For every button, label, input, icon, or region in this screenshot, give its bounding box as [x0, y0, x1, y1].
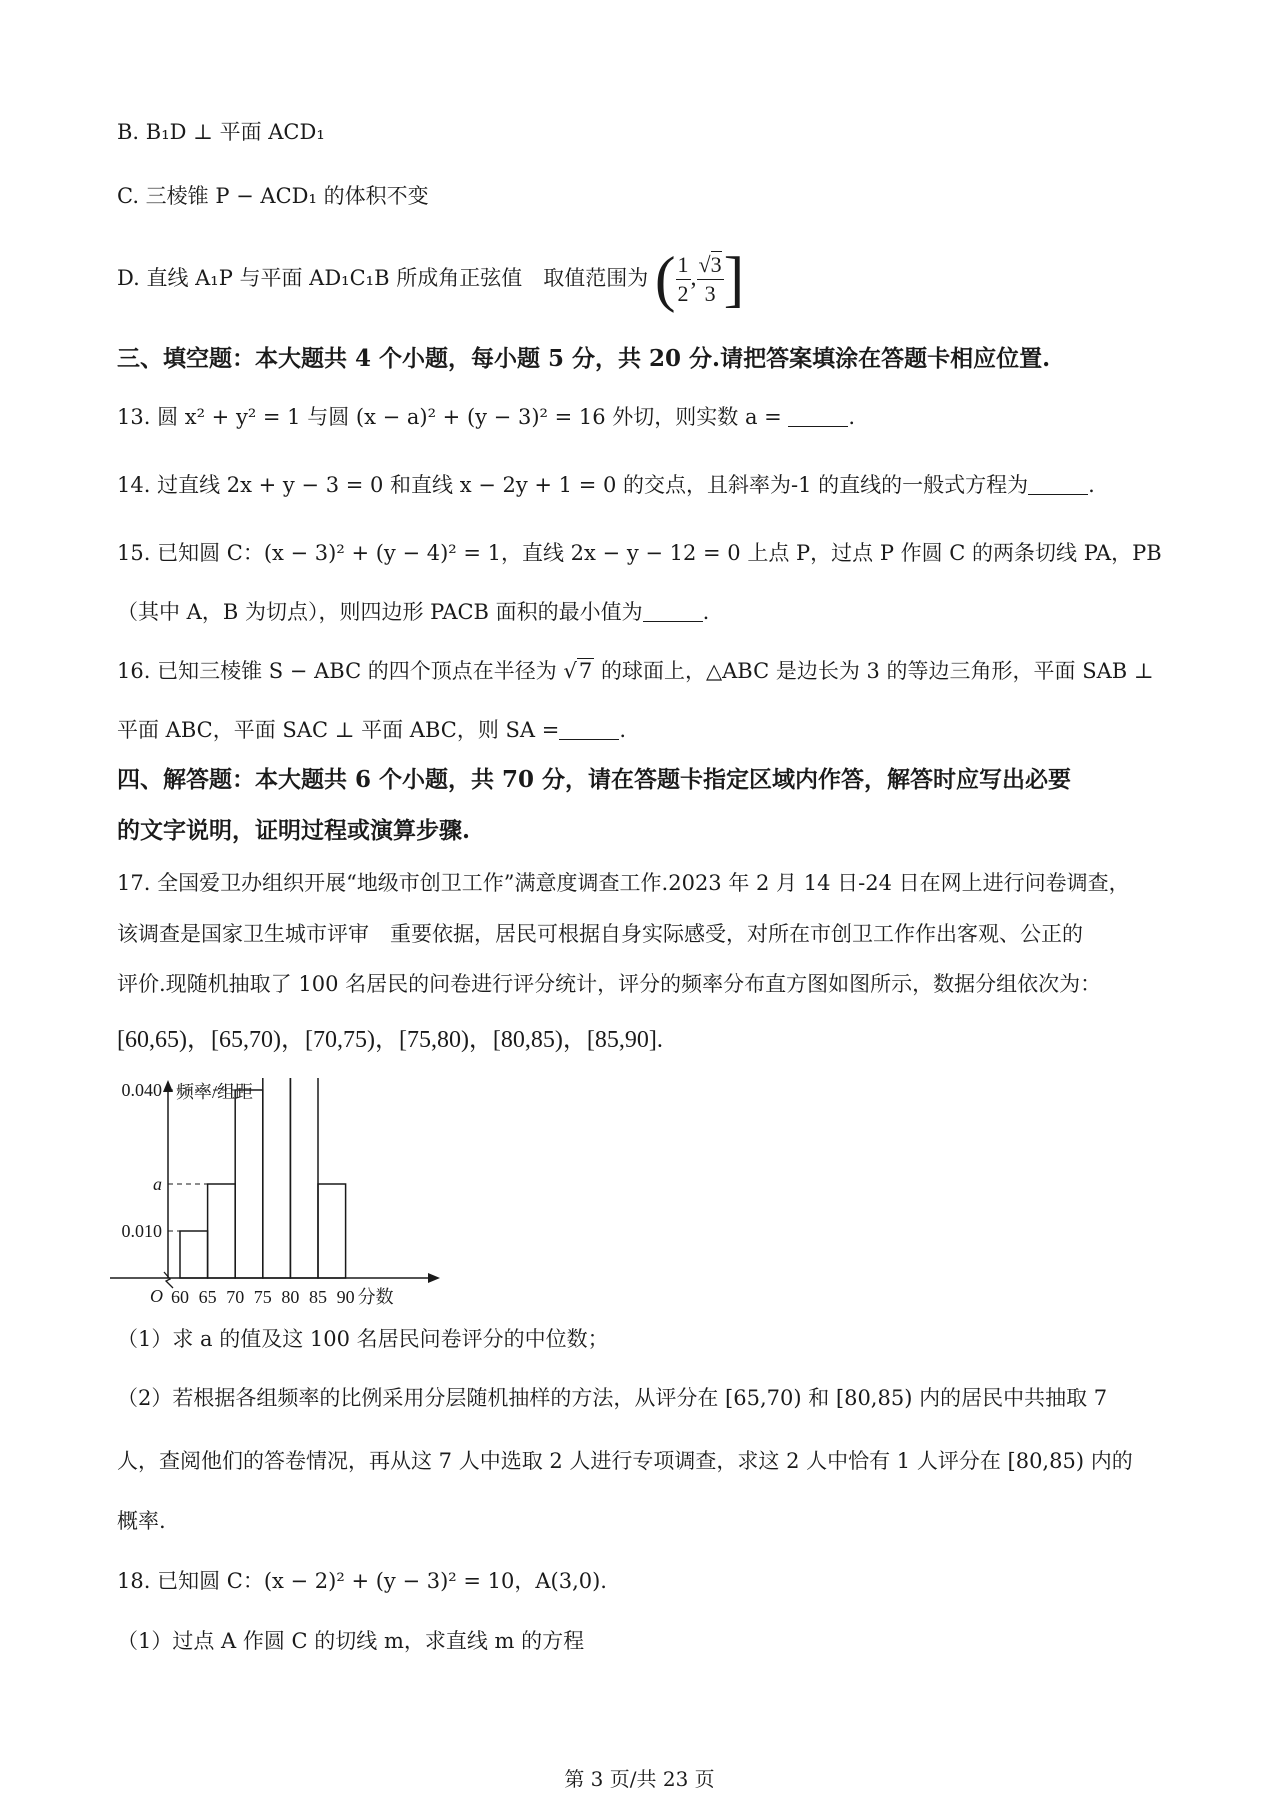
question-17-part-2-line3: 概率. [117, 1509, 166, 1533]
origin-label: O [150, 1286, 163, 1306]
histogram-bar [263, 1078, 291, 1278]
x-tick-label: 80 [281, 1287, 300, 1307]
option-d-text: D. 直线 A₁P 与平面 AD₁C₁B 所成角正弦值 取值范围为 [117, 266, 649, 290]
question-16-line1: 16. 已知三棱锥 S − ABC 的四个顶点在半径为 √7 的球面上，△ABC 是边长为 3 的等边三角形，平面 SAB ⊥ [117, 655, 1179, 687]
x-tick-label: 65 [198, 1287, 217, 1307]
section-3-heading: 三、填空题：本大题共 4 个小题，每小题 5 分，共 20 分.请把答案填涂在答题卡相应位置. [117, 345, 1051, 372]
y-tick-label: 0.010 [121, 1221, 162, 1241]
histogram-bar [290, 1078, 318, 1278]
question-14: 14. 过直线 2x + y − 3 = 0 和直线 x − 2y + 1 = 0 的交点，且斜率为-1 的直线的一般式方程为 . [117, 473, 1095, 497]
answer-blank[interactable] [788, 404, 848, 427]
question-18-part-1: （1）过点 A 作圆 C 的切线 m，求直线 m 的方程 [117, 1629, 585, 1653]
histogram-bar [235, 1090, 263, 1278]
y-tick-label: a [153, 1174, 162, 1194]
frequency-histogram [110, 1078, 470, 1318]
section-4-heading-line2: 的文字说明，证明过程或演算步骤. [117, 817, 471, 844]
question-17-part-2-line2: 人，查阅他们的答卷情况，再从这 7 人中选取 2 人进行专项调查，求这 2 人中恰有 1 人评分在 [80,85) 内的 [117, 1449, 1133, 1473]
x-tick-label: 60 [171, 1287, 189, 1307]
right-bracket: ] [723, 245, 745, 314]
question-15-line1: 15. 已知圆 C：(x − 3)² + (y − 4)² = 1，直线 2x − y − 12 = 0 上点 P，过点 P 作圆 C 的两条切线 PA，PB [117, 541, 1162, 565]
option-b: B. B₁D ⊥ 平面 ACD₁ [117, 120, 325, 144]
x-axis-label: 分数 [357, 1287, 394, 1307]
question-17-part-1: （1）求 a 的值及这 100 名居民问卷评分的中位数； [117, 1327, 609, 1351]
question-17-line2: 该调查是国家卫生城市评审 重要依据，居民可根据自身实际感受，对所在市创卫工作作出客观、公正的 [117, 922, 1083, 946]
question-17-line3: 评价.现随机抽取了 100 名居民的问卷进行评分统计，评分的频率分布直方图如图所示，数据分组依次为： [117, 972, 1102, 996]
question-18: 18. 已知圆 C：(x − 2)² + (y − 3)² = 10，A(3,0). [117, 1569, 607, 1593]
option-d: D. 直线 A₁P 与平面 AD₁C₁B 所成角正弦值 取值范围为 ( $\frac{1}{2}$ , $\frac{√3}{3}$ ] [117, 245, 745, 314]
y-tick-label: 0.040 [121, 1080, 162, 1100]
fraction-sqrt3-over-3: $\frac{√3}{3}$ [698, 252, 722, 306]
answer-blank[interactable] [1028, 472, 1088, 495]
x-axis-arrow [428, 1273, 440, 1283]
section-4-heading-line1: 四、解答题：本大题共 6 个小题，共 70 分，请在答题卡指定区域内作答，解答时应写出必要 [117, 766, 1072, 793]
histogram-bar [208, 1184, 236, 1278]
x-tick-label: 85 [309, 1287, 327, 1307]
histogram-bar [180, 1231, 208, 1278]
question-13: 13. 圆 x² + y² = 1 与圆 (x − a)² + (y − 3)² = 16 外切，则实数 a = . [117, 405, 856, 429]
question-17-part-2-line1: （2）若根据各组频率的比例采用分层随机抽样的方法，从评分在 [65,70) 和 [80,85) 内的居民中共抽取 7 [117, 1386, 1108, 1410]
histogram-bar [318, 1184, 346, 1278]
x-tick-label: 70 [226, 1287, 245, 1307]
x-tick-label: 90 [336, 1287, 355, 1307]
question-15-line2: （其中 A，B 为切点），则四边形 PACB 面积的最小值为 . [117, 600, 710, 624]
question-17-line1: 17. 全国爱卫办组织开展“地级市创卫工作”满意度调查工作.2023 年 2 月 14 日-24 日在网上进行问卷调查， [117, 871, 1130, 895]
y-axis-label: 频率/组距 [176, 1082, 254, 1102]
sqrt-7: √7 [563, 659, 593, 683]
x-tick-label: 75 [253, 1287, 272, 1307]
fraction-half: $\frac{1}{2}$ [677, 252, 689, 306]
answer-blank[interactable] [559, 717, 619, 740]
page-footer: 第 3 页/共 23 页 [564, 1767, 715, 1791]
option-c: C. 三棱锥 P − ACD₁ 的体积不变 [117, 184, 429, 208]
question-16-line2: 平面 ABC，平面 SAC ⊥ 平面 ABC，则 SA = . [117, 718, 627, 742]
answer-blank[interactable] [643, 599, 703, 622]
left-paren: ( [654, 245, 676, 314]
question-17-intervals: [60,65)，[65,70)，[70,75)，[75,80)，[80,85)，[85,90]. [117, 1027, 663, 1053]
